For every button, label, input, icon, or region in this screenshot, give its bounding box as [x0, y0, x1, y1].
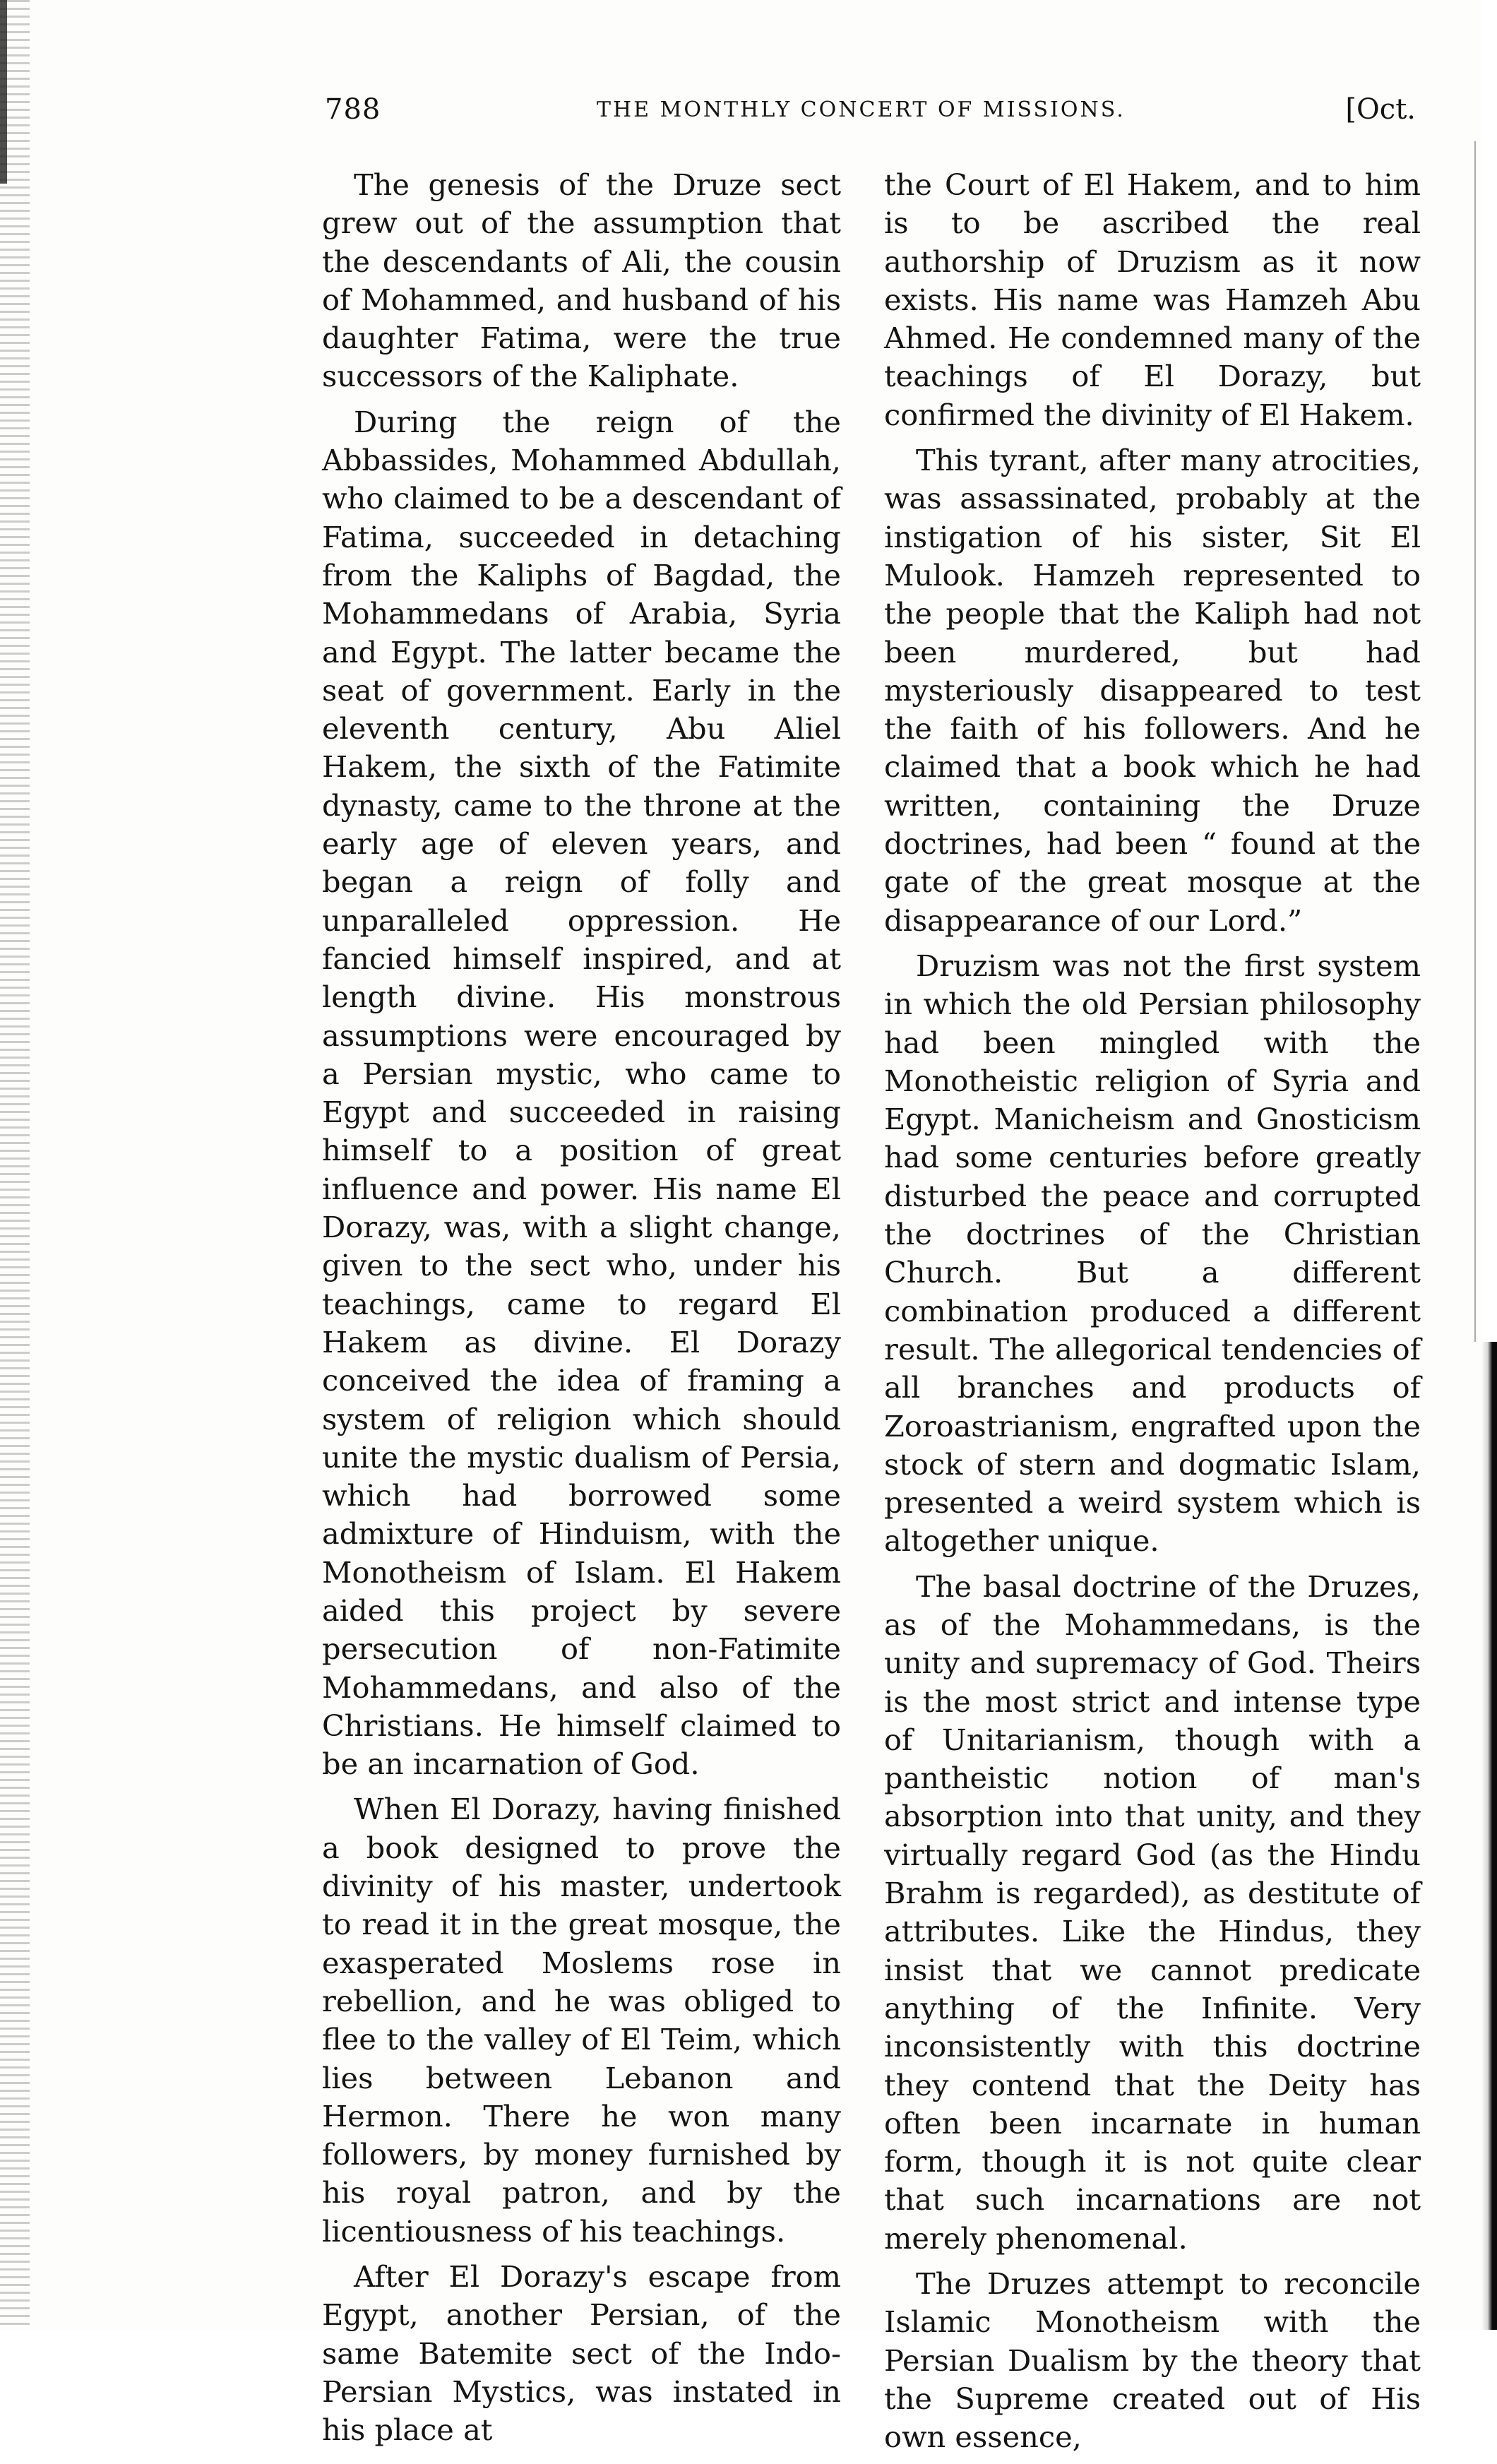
page-header [325, 93, 1416, 136]
paragraph: After El Dorazy's escape from Egypt, another Persian, of the same Batemite sect of the Indo-Persian Mystics, was instated in his place at [322, 2259, 841, 2448]
paragraph: This tyrant, after many atrocities, was assassinated, probably at the instigation of his sister, Sit El Mulook. Hamzeh represented to the people that the Kaliph had not been murdered, but had mysteriously disappeared to test the faith of his followers. And he claimed that a book which he had written, containing the Druze doctrines, had been “ found at the gate of the great mosque at the disappearance of our Lord.” [884, 443, 1421, 938]
paragraph: The Druzes attempt to reconcile Islamic Monotheism with the Persian Dualism by the theory that the Supreme created out of His own essence, [884, 2266, 1421, 2455]
paragraph: Druzism was not the first system in which the old Persian philosophy had been mingled with the Monotheistic religion of Syria and Egypt. Manicheism and Gnosticism had some centuries before greatly disturbed the peace and corrupted the doctrines of the Christian Church. But a different combination produced a different result. The allegorical tendencies of all branches and products of Zoroastrianism, engrafted upon the stock of stern and dogmatic Islam, presented a weird system which is altogether unique. [884, 948, 1421, 1559]
right-margin-rule [1474, 141, 1476, 1342]
header-month: [Oct. [1345, 93, 1416, 126]
right-edge-clear [1481, 0, 1497, 1342]
binding-edge-artifact [0, 0, 30, 2330]
page-number: 788 [325, 93, 381, 126]
left-column [322, 166, 841, 2457]
right-column [884, 166, 1421, 2464]
paragraph: When El Dorazy, having finished a book designed to prove the divinity of his master, undertook to read it in the great mosque, the exasperated Moslems rose in rebellion, and he was obliged to flee to the valley of El Teim, which lies between Lebanon and Hermon. There he won many followers, by money furnished by his royal patron, and by the licentiousness of his teachings. [322, 1792, 841, 2249]
paragraph: During the reign of the Abbassides, Mohammed Abdullah, who claimed to be a descendant of Fatima, succeeded in detaching from the Kaliphs of Bagdad, the Mohammedans of Arabia, Syria and Egypt. The latter became the seat of government. Early in the eleventh century, Abu Aliel Hakem, the sixth of the Fatimite dynasty, came to the throne at the early age of eleven years, and began a reign of folly and unparalleled oppression. He fancied himself inspired, and at length divine. His monstrous assumptions were encouraged by a Persian mystic, who came to Egypt and succeeded in raising himself to a position of great influence and power. His name El Dorazy, was, with a slight change, given to the sect who, under his teachings, came to regard El Hakem as divine. El Dorazy conceived the idea of framing a system of religion which should unite the mystic dualism of Persia, which had borrowed some admixture of Hinduism, with the Monotheism of Islam. El Hakem aided this project by severe persecution of non-Fatimite Mohammedans, and also of the Christians. He himself claimed to be an incarnation of God. [322, 404, 841, 1782]
binding-shadow [0, 0, 7, 184]
running-title: THE MONTHLY CONCERT OF MISSIONS. [597, 97, 1126, 122]
paragraph-continuation: the Court of El Hakem, and to him is to be ascribed the real authorship of Druzism as it now exists. His name was Hamzeh Abu Ahmed. He condemned many of the teachings of El Dorazy, but confirmed the divinity of El Hakem. [884, 167, 1421, 432]
paragraph: The basal doctrine of the Druzes, as of the Mohammedans, is the unity and supremacy of God. Theirs is the most strict and intense type of Unitarianism, though with a pantheistic notion of man's absorption into that unity, and they virtually regard God (as the Hindu Brahm is regarded), as destitute of attributes. Like the Hindus, they insist that we cannot predicate anything of the Infinite. Very inconsistently with this doctrine they contend that the Deity has often been incarnate in human form, though it is not quite clear that such incarnations are not merely phenomenal. [884, 1569, 1421, 2256]
paragraph: The genesis of the Druze sect grew out of the assumption that the descendants of Ali, the cousin of Mohammed, and husband of his daughter Fatima, were the true successors of the Kaliphate. [322, 167, 841, 394]
